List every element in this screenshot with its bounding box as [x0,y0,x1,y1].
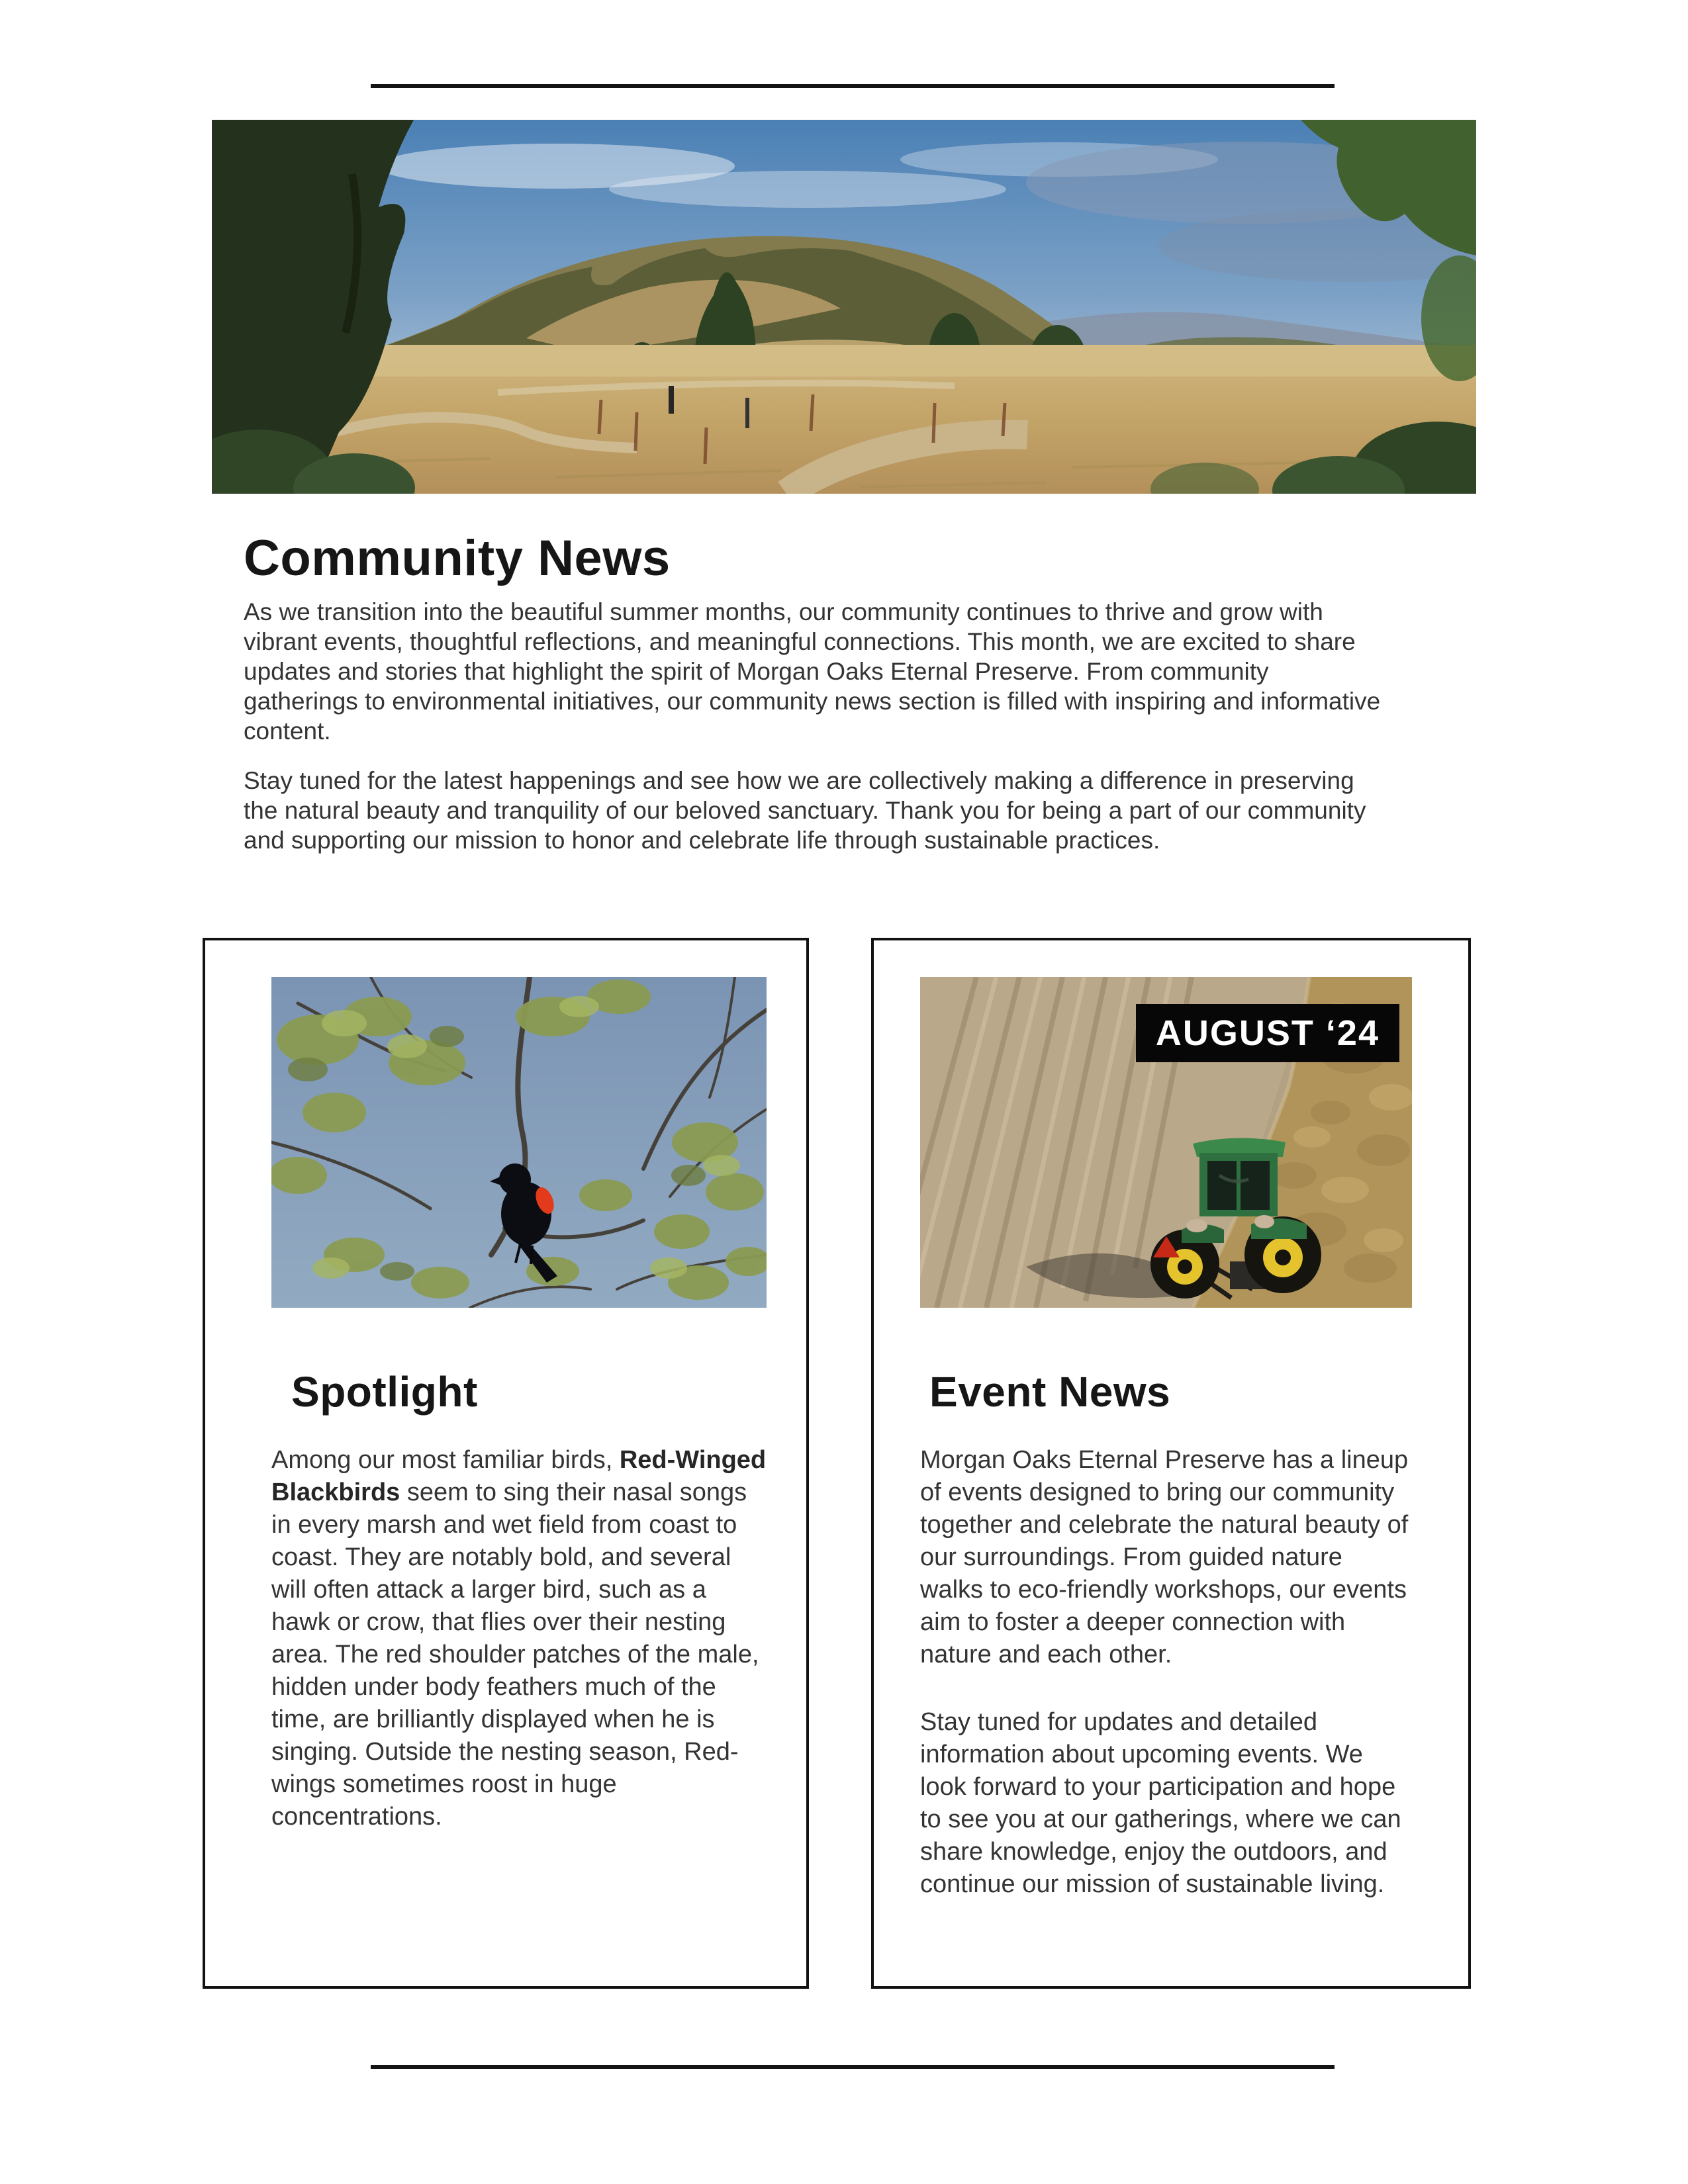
blackbird-illustration [271,977,767,1308]
event-paragraph-2: Stay tuned for updates and detailed information about upcoming events. We look forward to your participation and hope to see you at our gatherings, where we can share knowledge, enjoy the outdoors, and continue our mission of sustainable living. [920,1708,1401,1898]
spotlight-body [271,1444,767,1833]
event-news-body [920,1444,1412,1901]
top-rule [371,84,1335,88]
spotlight-bold-species: Red-Winged Blackbirds [271,1446,767,1506]
intro-paragraph-1: As we transition into the beautiful summer months, our community continues to thrive and grow with vibrant events, thoughtful reflections, and meaningful connections. This month, we are excited to share updates and stories that highlight the spirit of Morgan Oaks Eternal Preserve. From community gatherings to environmental initiatives, our community news section is filled with inspiring and informative content. [244,598,1381,745]
bottom-rule [371,2065,1335,2069]
spotlight-photo [271,977,767,1308]
spotlight-card [203,938,809,1989]
date-badge: AUGUST ‘24 [1136,1004,1399,1062]
event-photo [920,977,1412,1308]
intro-paragraph-2: Stay tuned for the latest happenings and see how we are collectively making a difference in preserving the natural beauty and tranquility of our beloved sanctuary. Thank you for being a part of our community and supporting our mission to honor and celebrate life through sustainable practices. [244,767,1366,854]
page-title: Community News [244,530,671,586]
trail-post [669,386,674,414]
hero-landscape-illustration [212,120,1476,494]
event-news-card [871,938,1471,1989]
spotlight-paragraph: Among our most familiar birds, Red-Winged Blackbirds seem to sing their nasal songs in every marsh and wet field from coast to coast. They are notably bold, and several will often attack a larger bird, such as a hawk or crow, that flies over their nesting area. The red shoulder patches of the male, hidden under body feathers much of the time, are brilliantly displayed when he is singing. Outside the nesting season, Red-wings sometimes roost in huge concentrations. [271,1446,767,1831]
event-paragraph-1: Morgan Oaks Eternal Preserve has a lineup of events designed to bring our community together and celebrate the natural beauty of our surroundings. From guided nature walks to eco-friendly workshops, our events aim to foster a deeper connection with nature and each other. [920,1446,1409,1668]
news-columns [203,938,1688,1989]
hero-photo [212,120,1476,494]
intro-text [244,597,1389,855]
event-news-heading: Event News [929,1368,1171,1416]
spotlight-heading: Spotlight [291,1368,478,1416]
